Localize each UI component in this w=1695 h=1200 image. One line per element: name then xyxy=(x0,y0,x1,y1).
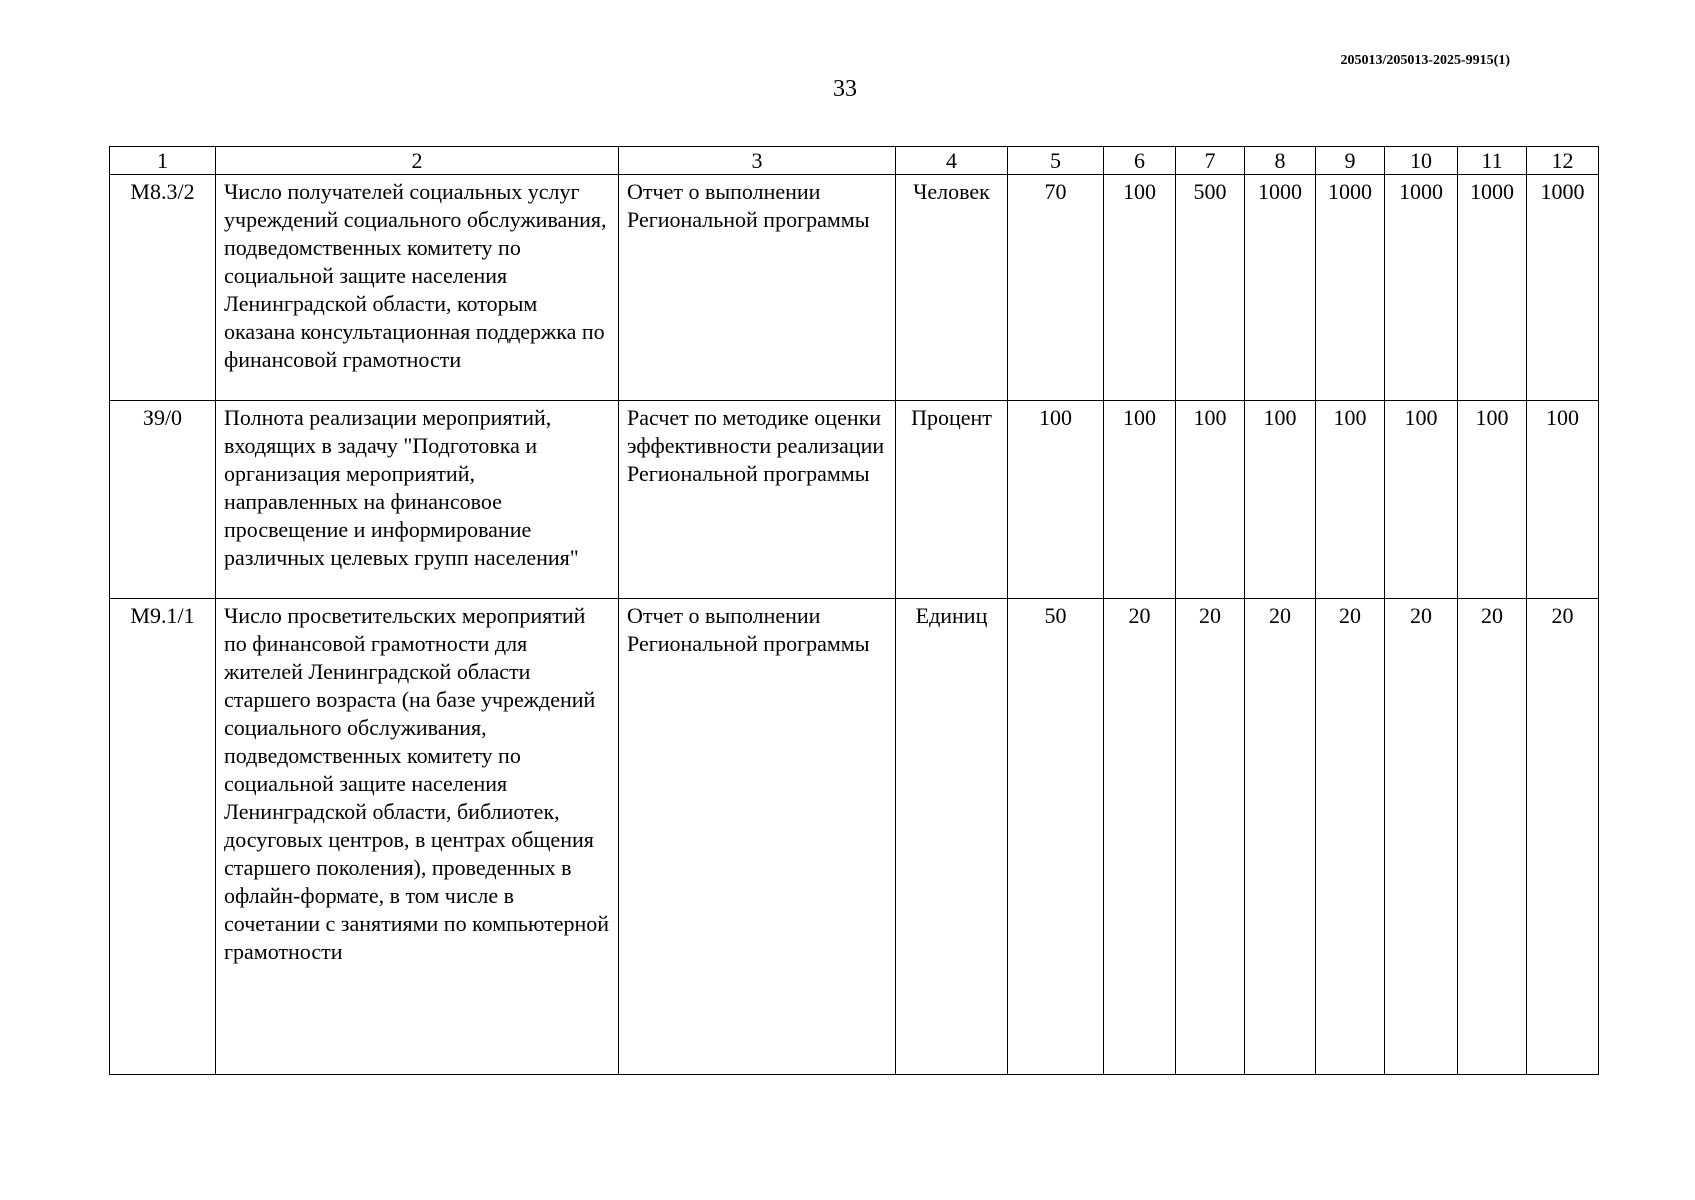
indicator-source: Отчет о выполнении Региональной программы xyxy=(619,175,896,401)
indicator-value: 100 xyxy=(1104,401,1176,599)
indicator-value: 20 xyxy=(1104,599,1176,1075)
indicator-value: 100 xyxy=(1458,401,1527,599)
table-row xyxy=(110,599,1599,1075)
indicator-value: 20 xyxy=(1176,599,1245,1075)
indicator-unit: Процент xyxy=(896,401,1008,599)
column-number: 4 xyxy=(896,147,1008,175)
indicator-value: 1000 xyxy=(1527,175,1599,401)
column-number: 9 xyxy=(1316,147,1385,175)
indicator-value: 100 xyxy=(1527,401,1599,599)
indicator-name: Полнота реализации мероприятий, входящих в задачу "Подготовка и организация мероприятий, направленных на финансовое просвещение и информирование различных целевых групп населения" xyxy=(216,401,619,599)
indicator-value: 1000 xyxy=(1385,175,1458,401)
indicator-value: 20 xyxy=(1458,599,1527,1075)
indicator-value: 1000 xyxy=(1316,175,1385,401)
indicator-value: 100 xyxy=(1316,401,1385,599)
column-number: 8 xyxy=(1245,147,1316,175)
indicator-value: 70 xyxy=(1008,175,1104,401)
column-number: 3 xyxy=(619,147,896,175)
page-number: 33 xyxy=(833,76,857,102)
indicator-code: М9.1/1 xyxy=(110,599,216,1075)
column-number-row xyxy=(110,147,1599,175)
indicator-code: З9/0 xyxy=(110,401,216,599)
column-number: 11 xyxy=(1458,147,1527,175)
indicator-value: 1000 xyxy=(1245,175,1316,401)
indicator-value: 100 xyxy=(1385,401,1458,599)
indicator-value: 50 xyxy=(1008,599,1104,1075)
column-number: 6 xyxy=(1104,147,1176,175)
indicator-name: Число просветительских мероприятий по финансовой грамотности для жителей Ленинградской области старшего возраста (на базе учреждений социального обслуживания, подведомственных комитету по социальной защите населения Ленинградской области, библиотек, досуговых центров, в центрах общения старшего поколения), проведенных в офлайн-формате, в том числе в сочетании с занятиями по компьютерной грамотности xyxy=(216,599,619,1075)
indicator-unit: Человек xyxy=(896,175,1008,401)
indicator-value: 100 xyxy=(1008,401,1104,599)
table-row xyxy=(110,401,1599,599)
indicator-source: Расчет по методике оценки эффективности реализации Региональной программы xyxy=(619,401,896,599)
indicators-table xyxy=(109,146,1599,1075)
indicator-value: 20 xyxy=(1527,599,1599,1075)
indicator-value: 20 xyxy=(1316,599,1385,1075)
column-number: 12 xyxy=(1527,147,1599,175)
indicator-unit: Единиц xyxy=(896,599,1008,1075)
indicator-value: 100 xyxy=(1104,175,1176,401)
indicator-value: 20 xyxy=(1245,599,1316,1075)
document-id: 205013/205013-2025-9915(1) xyxy=(1340,53,1510,68)
indicator-name: Число получателей социальных услуг учреждений социального обслуживания, подведомственных комитету по социальной защите населения Ленинградской области, которым оказана консультационная поддержка по финансовой грамотности xyxy=(216,175,619,401)
indicator-code: М8.3/2 xyxy=(110,175,216,401)
table-row xyxy=(110,175,1599,401)
indicator-value: 100 xyxy=(1245,401,1316,599)
indicator-value: 100 xyxy=(1176,401,1245,599)
indicator-value: 20 xyxy=(1385,599,1458,1075)
indicator-value: 500 xyxy=(1176,175,1245,401)
indicator-value: 1000 xyxy=(1458,175,1527,401)
column-number: 1 xyxy=(110,147,216,175)
column-number: 10 xyxy=(1385,147,1458,175)
column-number: 7 xyxy=(1176,147,1245,175)
column-number: 2 xyxy=(216,147,619,175)
indicator-source: Отчет о выполнении Региональной программы xyxy=(619,599,896,1075)
column-number: 5 xyxy=(1008,147,1104,175)
